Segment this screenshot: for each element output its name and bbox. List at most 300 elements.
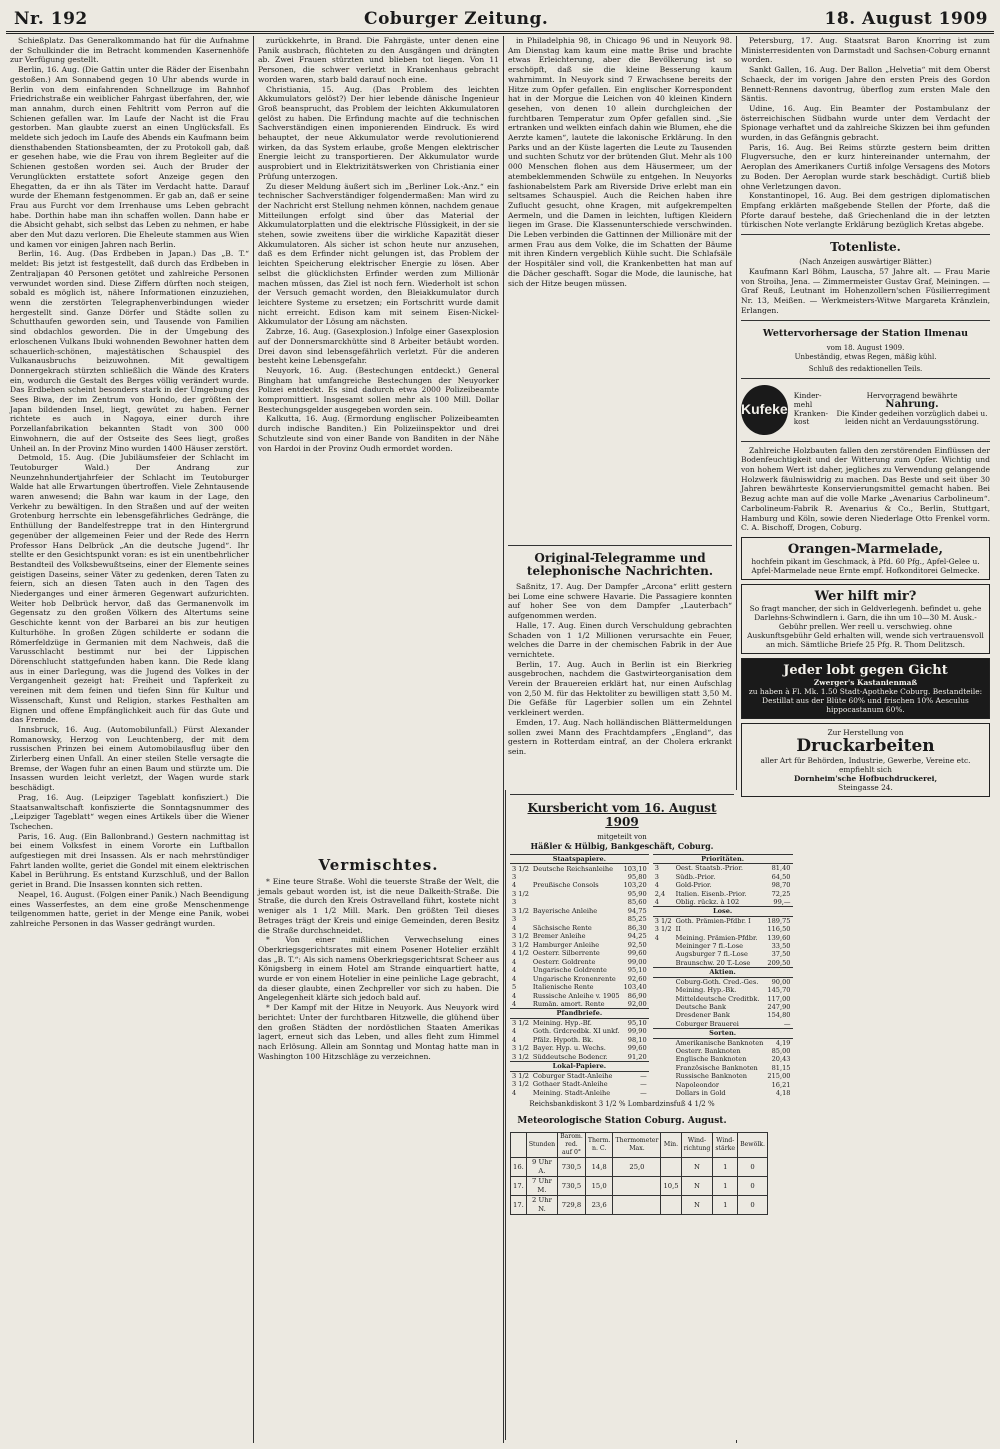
kurs-row — [510, 992, 649, 1000]
kurs-name — [531, 890, 622, 898]
kurs-row — [653, 1072, 793, 1080]
kurs-value: — — [783, 1019, 791, 1028]
kurs-row — [653, 916, 793, 925]
kurs-rate: 3 — [512, 872, 517, 881]
kurs-value: 116,50 — [767, 925, 791, 934]
kurs-row — [653, 881, 793, 889]
kurs-rate: 3 1/2 — [512, 932, 529, 941]
kurs-row — [510, 1000, 649, 1009]
kurs-rate: 3 1/2 — [654, 925, 672, 934]
kurs-value: 189,75 — [767, 916, 791, 925]
article: Berlin, 17. Aug. Auch in Berlin ist ein Bierkrieg ausgebrochen, nachdem die Gastwirteorganisation dem Verein der Brauereien erklärt hat, nur einen Aufschlag von 2,50 M. für das Hektoliter zu bewilligen statt 3,50 M. Die Gefäße für Lagerbier sollen um ein Zehntel verkleinert werden. — [508, 659, 732, 718]
orangen-ad — [741, 537, 990, 580]
kurs-rate: 4 — [512, 1088, 517, 1097]
kurs-value: 95,10 — [627, 966, 647, 975]
kufeke-l1: Kinder-mehl — [793, 391, 822, 409]
kurs-value: 85,00 — [771, 1046, 791, 1055]
article: Berlin, 16. Aug. (Die Gattin unter die Räder der Eisenbahn gestoßen.) Am Sonnabend gegen 10 Uhr abends wurde in Berlin von dem einfahrenden Schnellzuge im Bahnhof Friedrichstraße ein weiblicher Fahrgast überfahren, der, wie man annahm, durch einen Fehltritt vom Perron auf die Schienen gefallen war. Im Laufe der Nacht ist die Frau gestorben. Man glaubte zuerst an einen Unglücksfall. Es meldete sich jedoch im Laufe des Abends ein Kaufmann beim diensthabenden Stationsbeamten, der zu Protokoll gab, daß er gesehen habe, wie die Frau von ihrem Begleiter auf die Schienen gestoßen worden sei. Auch der Bruder der Verunglückten erstattete sofort Anzeige gegen den Ehegatten, da er ihn als Täter im Verdacht hatte. Darauf wurde der Ehemann festgenommen. Er gab an, daß er seine Frau aus Furcht vor dem Irrenhause ums Leben gebracht habe. Dorthin habe man ihn schaffen wollen. Dann habe er die Absicht gehabt, sich selbst das Leben zu nehmen, er habe aber den Mut dazu verloren. Die Eheleute stammen aus Wien und kamen vor einigen Jahren nach Berlin. — [10, 65, 249, 249]
kurs-value: 117,00 — [767, 994, 791, 1003]
totenliste-text: Kaufmann Karl Böhm, Lauscha, 57 Jahre alt. — Frau Marie von Stroiha, Jena. — Zimmermeister Gustav Graf, Meiningen. — Graf Reuß, Leutnant im Hohenzollern'schen Füsilierregiment Nr. 13, Meißen. — Werkmeisters-Witwe Margareta Kränzlein, Erlangen. — [741, 267, 990, 315]
kurs-name: Oesterr. Silberrente — [532, 949, 600, 958]
met-header — [511, 1133, 527, 1158]
kurs-value: 16,21 — [771, 1080, 791, 1089]
kurs-row — [653, 1089, 793, 1097]
article: Konstantinopel, 16. Aug. Bei dem gestrigen diplomatischen Empfang erklärten maßgebende Stellen der Pforte, daß die Pforte darauf bestehe, daß Griechenland die in der letzten türkischen Note verlangte Erklärung bezüglich Kretas abgebe. — [741, 191, 990, 230]
kurs-section-label: Sorten. — [653, 1029, 793, 1038]
met-cell: 15,0 — [585, 1177, 613, 1196]
kurs-row — [510, 864, 649, 873]
wetter-text: Unbeständig, etwas Regen, mäßig kühl. — [794, 352, 937, 361]
article: in Philadelphia 98, in Chicago 96 und in Neuyork 98. Am Dienstag kam kaum eine matte Brise und brachte etwas Erleichterung, aber die Bevölkerung ist so erschöpft, daß sie die kleine Besserung kaum wahrnimmt. In Neuyork sind 7 Erwachsene bereits der Hitze zum Opfer gefallen. Ein englischer Korrespondent hat in der Morgue die Leichen von 40 kleinen Kindern gesehen, von denen 10 allein durchgleichen der furchtbaren Temperatur zum Opfer gefallen sind. „Sie ertranken und welkten einfach dahin wie Blumen, ehe die Aerzte kamen“, lautete die lakonische Erklärung. In den Parks und an der Küste lagerten die Leute zu Tausenden und suchten Schutz vor der brütenden Glut. Mehr als 100 000 Menschen flohen aus dem Häusermeer, um der atembeklemmenden Schwüle zu entgehen. In Neuyorks fashionabelstem Park am Riverside Drive erlebt man ein seltsames Schauspiel. Auch die Reichen haben ihre Zuflucht gesucht, ohne Kragen, mit aufgekrempelten Aermeln, und die Damen in leichten, luftigen Kleidern liegen im Grase. Die Klassenunterschiede verschwinden. Die Leben verbinden die Gattinnen der Millionäre mit der armen Frau aus dem Volke, die im Schatten der Bäume mit ihren Kindern vergeblich Kühle sucht. Die Schlafsäle der Hospitäler sind voll, die Krankenbetten hat man auf die Dächer geschafft. Sogar die Mode, die launische, hat sich der Hitze beugen müssen. — [508, 36, 732, 288]
met-cell: 10,5 — [661, 1177, 681, 1196]
met-cell: 25,0 — [613, 1158, 661, 1177]
kurs-name: Bremer Anleihe — [532, 932, 586, 941]
kurs-value: 33,50 — [771, 942, 791, 951]
kurs-rate — [653, 1020, 674, 1029]
kurs-row — [510, 907, 649, 915]
kurs-name: Meining. Hyp.-Bk. — [675, 986, 737, 995]
met-cell: 2 Uhr N. — [526, 1196, 557, 1215]
kurs-title: Kursbericht vom 16. August 1909 — [527, 801, 717, 829]
kurs-name — [531, 898, 622, 906]
kurs-section-label: Prioritäten. — [653, 855, 793, 864]
kurs-rate — [653, 1011, 674, 1019]
kurs-value: 103,10 — [623, 864, 647, 873]
kurs-value: 99,— — [773, 898, 791, 907]
kurs-rate: 3 1/2 — [512, 1052, 529, 1061]
kurs-name: Napoleondor — [675, 1080, 720, 1089]
paper-title: Coburger Zeitung. — [364, 9, 549, 29]
kurs-name: Dollars in Gold — [675, 1088, 726, 1097]
kurs-name: Meining. Prämien-Pfdbr. — [675, 933, 758, 942]
divider — [741, 320, 990, 321]
kurs-rate: 4 — [512, 991, 517, 1000]
kurs-row — [653, 995, 793, 1003]
kurs-rate — [653, 1081, 674, 1089]
kurs-value: 98,10 — [627, 1035, 647, 1044]
met-cell — [613, 1177, 661, 1196]
kurs-name: Bayerische Anleihe — [532, 906, 598, 915]
totenliste-sub: (Nach Anzeigen auswärtiger Blätter.) — [799, 258, 932, 267]
kurs-name: Coburger Stadt-Anleihe — [532, 1071, 613, 1080]
kurs-row — [510, 1036, 649, 1044]
kurs-rate: 3 1/2 — [512, 1018, 529, 1027]
kurs-value: 91,20 — [627, 1052, 647, 1061]
kurs-section-label: Lokal-Papiere. — [510, 1062, 649, 1071]
kurs-value: 99,60 — [627, 949, 647, 958]
kurs-rate: 4 — [512, 923, 517, 932]
kurs-section-label: Aktien. — [653, 968, 793, 977]
kurs-rate: 3 1/2 — [512, 1080, 529, 1089]
kurs-name: Meining. Stadt-Anleihe — [532, 1088, 611, 1097]
met-cell — [661, 1158, 681, 1177]
kurs-rate: 4 — [512, 957, 517, 966]
kurs-row — [510, 983, 649, 991]
kurs-section-head — [653, 855, 793, 864]
met-cell: 1 — [713, 1177, 738, 1196]
kurs-name: Pfälz. Hypoth. Bk. — [532, 1035, 594, 1044]
issue-date: 18. August 1909 — [824, 9, 988, 29]
kurs-rate — [653, 1047, 674, 1055]
kurs-section-head — [653, 907, 793, 916]
met-cell: 729,8 — [558, 1196, 586, 1215]
article: Neapel, 16. August. (Folgen einer Panik.) Nach Beendigung eines Wasserfestes, an dem eine große Menschenmenge teilgenommen hatte, geriet in der Menge eine Panik, wobei zahlreiche Personen in das Wasser gedrängt wurden. — [10, 889, 249, 928]
kurs-row — [653, 959, 793, 968]
kurs-section-head — [510, 1062, 649, 1071]
gicht-title: Jeder lobt gegen Gicht — [783, 662, 948, 678]
kurs-name: Oest. Staatsb.-Prior. — [675, 864, 743, 873]
kurs-row — [510, 924, 649, 932]
kurs-rate: 4 — [512, 1027, 517, 1036]
kurs-row — [510, 1089, 649, 1098]
kufeke-ad — [741, 385, 990, 435]
kurs-name: Gothaer Stadt-Anleihe — [532, 1080, 608, 1089]
met-cell: 23,6 — [585, 1196, 613, 1215]
kufeke-side — [794, 392, 828, 426]
kurs-rate: 3 1/2 — [512, 1044, 529, 1053]
issue-number: Nr. 192 — [14, 9, 88, 29]
met-header: Bewölk. — [738, 1133, 768, 1158]
wetter-heading: Wettervorhersage der Station Ilmenau — [762, 327, 969, 339]
kurs-value: 92,60 — [627, 974, 647, 983]
article: Paris, 16. Aug. Bei Reims stürzte gestern beim dritten Flugversuche, den er kurz hintereinander unternahm, der Aeroplan des Amerikaners Curtiß infolge Versagens des Motors zu Boden. Der Aeroplan wurde stark beschädigt. Curtiß blieb ohne Verletzungen davon. — [741, 142, 990, 191]
divider — [741, 441, 990, 442]
article: Prag, 16. Aug. (Leipziger Tageblatt konfisziert.) Die Staatsanwaltschaft konfiszierte die Sonntagsnummer des „Leipziger Tageblatt“ wegen eines Artikels über die Wiener Tschechen. — [10, 792, 249, 831]
kurs-rate — [653, 986, 674, 994]
kurs-value: 215,00 — [767, 1072, 791, 1081]
kurs-row — [653, 864, 793, 873]
kurs-rate — [653, 1089, 674, 1097]
kurs-name: Bayer. Hyp. u. Wechs. — [532, 1044, 606, 1053]
kurs-rate: 5 — [512, 983, 517, 992]
hilft-title: Wer hilft mir? — [814, 588, 917, 604]
article: Zu dieser Meldung äußert sich im „Berliner Lok.-Anz.“ ein technischer Sachverständiger folgendermaßen: Man wird zu der Nachricht erst Stellung nehmen können, nachdem genaue Mitteilungen erfolgt sind über das Material der Akkumulatorplatten und die elektrische Flüssigkeit, in der sie stehen, sowie zweitens über die wirkliche Kapazität dieser Akkumulatoren. Als sicher ist schon heute nur anzusehen, daß es dem Erfinder nicht gelungen ist, das Problem der leichten Speicherung elektrischer Energie zu lösen. Aber selbst die glücklichsten Erfinder werden zum Millionär machen müssen, das Ziel ist noch fern. Wiederholt ist schon der Versuch gemacht worden, den Bleiakkumulator durch leichtere Systeme zu ersetzen; ein Fortschritt wurde damit nicht erreicht. Edison kam mit seinem Eisen-Nickel-Akkumulator der Lösung am nächsten. — [258, 181, 499, 327]
kurs-name: Goth. Grdcredbk. XI unkf. — [532, 1027, 620, 1036]
kurs-name: Meining. Hyp.-Bf. — [532, 1018, 592, 1027]
kurs-value: — — [640, 1080, 647, 1089]
kurs-row — [510, 898, 649, 906]
kurs-name: Sächsische Rente — [532, 923, 592, 932]
kurs-row — [653, 1064, 793, 1072]
kurs-row — [653, 1047, 793, 1055]
divider — [508, 545, 732, 546]
columns — [6, 36, 994, 1443]
kurs-name: Deutsche Bank — [675, 1002, 727, 1011]
kurs-name: Mitteldeutsche Creditbk. — [675, 994, 760, 1003]
kurs-value: 90,00 — [771, 977, 791, 986]
masthead — [6, 4, 994, 34]
met-cell: 17. — [511, 1196, 527, 1215]
article: Schießplatz. Das Generalkommando hat für die Aufnahme der Schulkinder die im Betracht kommenden Kasernenhöfe zur Verfügung gestellt. — [10, 36, 249, 65]
kurs-rate — [653, 977, 674, 986]
kurs-tables — [510, 854, 791, 1097]
kurs-value: 86,30 — [627, 923, 647, 932]
kurs-rate: 3 — [512, 898, 517, 907]
kurs-row — [510, 932, 649, 940]
kurs-value: 103,20 — [623, 881, 647, 890]
kurs-rate — [653, 1072, 674, 1080]
met-cell: 17. — [511, 1177, 527, 1196]
kurs-row — [653, 890, 793, 898]
met-row — [511, 1158, 768, 1177]
kurs-rate: 3 1/2 — [654, 916, 672, 925]
kurs-row — [653, 934, 793, 942]
kurs-rate — [653, 959, 674, 968]
kufeke-r1: Hervorragend bewährte — [866, 391, 958, 401]
kurs-value: 85,25 — [627, 915, 647, 924]
kurs-rate: 4 1/2 — [512, 949, 529, 958]
kufeke-r2: Nahrung. — [885, 398, 939, 410]
kurs-row — [653, 873, 793, 881]
kurs-row — [653, 1003, 793, 1011]
kurs-name: Russische Banknoten — [675, 1072, 748, 1081]
kurs-row — [653, 977, 793, 986]
kufeke-r3: Die Kinder gedeihen vorzüglich dabei u. leiden nicht an Verdauungsstörung. — [836, 408, 988, 427]
kurs-name: Gold-Prior. — [675, 881, 712, 890]
met-cell — [661, 1196, 681, 1215]
druck-ad — [741, 723, 990, 797]
kurs-diskont: Reichsbankdiskont 3 1/2 % Lombardzinsfuß 4 1/2 % — [529, 1100, 715, 1109]
met-cell: 0 — [738, 1177, 768, 1196]
kurs-row — [510, 881, 649, 889]
kurs-value: 103,40 — [623, 983, 647, 992]
kurs-rate — [653, 950, 674, 958]
kurs-rate: 3 1/2 — [512, 864, 529, 873]
kurs-row — [510, 958, 649, 966]
kurs-rate — [653, 1038, 674, 1047]
met-header: Wind-richtung — [681, 1133, 713, 1158]
article: Sankt Gallen, 16. Aug. Der Ballon „Helvetia“ mit dem Oberst Schaeck, der im vorigen Jahre den ersten Preis des Gordon Bennett-Rennens davontrug, überflog zum ersten Male den Säntis. — [741, 65, 990, 104]
met-header: Barom. red. auf 0° — [558, 1133, 586, 1158]
kufeke-text — [834, 392, 990, 426]
kurs-rate: 3 1/2 — [512, 940, 529, 949]
kurs-name: Meininger 7 fl.-Lose — [675, 942, 743, 951]
holz-ad: Zahlreiche Holzbauten fallen den zerstörenden Einflüssen der Bodenfeuchtigkeit und der Witterung zum Opfer. Wichtig und von hohem Wert ist daher, jegliches zu Verwendung gelangende Holzwerk fäulniswidrig zu machen. Das Beste und seit über 30 Jahren bewährteste Konservierungsmittel gemacht haben. Bei Bezug achte man auf die volle Marke „Avenarius Carbolineum“. Carbolineum-Fabrik R. Avenarius & Co., Berlin, Stuttgart, Hamburg und Köln, sowie deren Niederlage Otto Frenkel vorm. C. A. Bischoff, Drogen, Coburg. — [741, 445, 990, 533]
kurs-name: Russische Anleihe v. 1905 — [532, 991, 620, 1000]
kurs-name: Braunschw. 20 T.-Lose — [675, 958, 751, 967]
kurs-rate: 4 — [512, 974, 517, 983]
met-cell: 730,5 — [558, 1177, 586, 1196]
met-header: Min. — [661, 1133, 681, 1158]
druck-firm: Dornheim'sche Hofbuchdruckerei, — [793, 773, 938, 783]
kurs-row — [653, 1020, 793, 1029]
article: zurückkehrte, in Brand. Die Fahrgäste, unter denen eine Panik ausbrach, flüchteten zu den Ausgängen und drängten ab. Zwei Frauen stürzten und blieben tot liegen. Von 11 Personen, die schwer verletzt in Krankenhaus gebracht worden waren, starb bald darauf noch eine. — [258, 36, 499, 84]
kurs-value: 139,60 — [767, 933, 791, 942]
kurs-name: Coburg-Goth. Cred.-Ges. — [675, 977, 759, 986]
druck-addr: Steingasse 24. — [838, 782, 893, 792]
kurs-value: 92,00 — [627, 1000, 647, 1008]
divider — [741, 378, 990, 379]
kurs-value: 20,43 — [771, 1055, 791, 1064]
kurs-section-head — [653, 1029, 793, 1038]
kurs-name: Coburger Brauerei — [675, 1019, 739, 1028]
kurs-row — [653, 986, 793, 994]
column-4 — [736, 36, 994, 1443]
gicht-sub: Zwerger's Kastanienmaß — [813, 677, 918, 687]
article: Neuyork, 16. Aug. (Bestechungen entdeckt.) General Bingham hat umfangreiche Bestechungen der Neuyorker Polizei entdeckt. Es sind dadurch etwa 2000 Polizeibeamte kompromittiert. Insgesamt sollen mehr als 100 Mill. Dollar Bestechungsgelder ausgegeben worden sein. — [258, 365, 499, 414]
kurs-name: II — [675, 925, 681, 934]
kurs-name: Deutsche Reichsanleihe — [532, 864, 614, 873]
kurs-name: Südb.-Prior. — [675, 872, 716, 881]
met-cell — [613, 1196, 661, 1215]
kurs-rate: 3 1/2 — [512, 1071, 529, 1080]
kurs-name — [531, 915, 622, 923]
kurs-value: 81,15 — [771, 1063, 791, 1072]
met-header: Thermometer Max. — [613, 1133, 661, 1158]
kurs-value: — — [640, 1088, 647, 1097]
kurs-value: 94,75 — [627, 906, 647, 915]
kurs-value: 98,70 — [771, 881, 791, 890]
met-cell: 14,8 — [585, 1158, 613, 1177]
kurs-section-label: Staatspapiere. — [510, 855, 649, 864]
column-1 — [6, 36, 253, 1443]
kurs-name: Dresdener Bank — [675, 1011, 730, 1020]
kurs-value: 209,50 — [767, 958, 791, 967]
kurs-value: 4,19 — [775, 1038, 791, 1047]
kurs-name: Italien. Eisenb.-Prior. — [675, 889, 747, 898]
kurs-name: Oesterr. Goldrente — [532, 957, 596, 966]
article: * Der Kampf mit der Hitze in Neuyork. Aus Neuyork wird berichtet: Unter der furchtbaren Hitzwelle, die glühend über den großen Städten der nordöstlichen Staaten Amerikas lagert, erneut sich das Leben, und alles fleht zum Himmel nach Erlösung. Allein am Sonntag und Montag hatte man in Washington 100 Hitzschläge zu verzeichnen. — [258, 1003, 499, 1061]
met-cell: 1 — [713, 1158, 738, 1177]
kurs-value: 4,18 — [775, 1088, 791, 1097]
met-cell: 16. — [511, 1158, 527, 1177]
article: Emden, 17. Aug. Nach holländischen Blättermeldungen sollen zwei Mann des Frachtdampfers „England“, das gestern in Rotterdam eintraf, an der Cholera erkrankt sein. — [508, 717, 732, 756]
kurs-rate — [653, 1055, 674, 1063]
kurs-row — [653, 925, 793, 933]
druck-pre: Zur Herstellung von — [827, 727, 904, 737]
met-row — [511, 1196, 768, 1215]
kurs-rate: 4 — [654, 881, 659, 890]
met-cell: 9 Uhr A. — [526, 1158, 557, 1177]
kurs-value: 37,50 — [771, 950, 791, 959]
kurs-value: 99,90 — [627, 1027, 647, 1036]
article: Detmold, 15. Aug. (Die Jubiläumsfeier der Schlacht im Teutoburger Wald.) Der Andrang zur Neunzehnhundertjahrfeier der Schlacht im Teutoburger Walde hat alle Erwartungen übertroffen. Viele Zehntausende waren anwesend; die Bahn war kaum in der Lage, den Verkehr zu bewältigen. In den Straßen und auf der weiten Grotenburg herrschte ein lebensgefährliches Gedränge, die Enthüllung der Bandelfestreppe trat in den Hintergrund gegenüber der allgemeinen Feier und der Rede des Herrn Professor Hans Delbrück „An die deutsche Jugend“. Ihr stellte er den Gesichtspunkt voran: es ist ein unentbehrlicher Bestandteil des Volksbewußtseins, einer der Elemente seines geistigen Daseins, seiner Väter zu gedenken, deren Taten zu feiern, sich an diesen Taten auch in den Tagen des Niederganges und einer ärmeren Gegenwart aufzurichten. Weiter hob Delbrück hervor, daß das Germanenvolk im Gegensatz zu den großen Völkern des Altertums seine Geschichte kennt von der Barbarei an bis zur heutigen Kulturhöhe. In großen Zügen schilderte er sodann die Römerfeldzüge in Germanien mit dem Nachweis, daß die Varusschlacht bestimmt nur bei der Lippischen Dörenschlucht stattgefunden haben kann. Die Rede klang aus in einer Darlegung, was die Jugend des Volkes in der Vergangenheit gezeigt hat: Freiheit und Tapferkeit zu vereinen mit dem feinen und tiefen Sinn für Kultur und Wissenschaft, Kunst und Religion, starkes Festhalten am Eignen und offene Empfänglichkeit auch für das Gute und das Fremde. — [10, 453, 249, 725]
schluss-note: Schluß des redaktionellen Teils. — [808, 364, 923, 373]
kurs-row — [510, 949, 649, 957]
kurs-value: 154,80 — [767, 1011, 791, 1020]
kufeke-logo: Kufeke — [741, 385, 788, 435]
kurs-value: 99,60 — [627, 1044, 647, 1053]
article: Halle, 17. Aug. Einen durch Verschuldung gebrachten Schaden von 1 1/2 Millionen verursachte ein Feuer, welches die Darre in der chemischen Fabrik in der Aue vernichtete. — [508, 620, 732, 659]
kurs-section-head — [510, 1009, 649, 1018]
kurs-rate: 3 — [512, 915, 517, 924]
kufeke-l2: Kranken-kost — [793, 408, 829, 427]
kurs-section-head — [653, 968, 793, 977]
kurs-name: Amerikanische Banknoten — [675, 1038, 764, 1047]
kurs-row — [653, 898, 793, 907]
article: Paris, 16. Aug. (Ein Ballonbrand.) Gestern nachmittag ist bei einem Volksfest in einem Vororte ein Luftballon aufgestiegen mit drei Insassen. Als er nach mehrstündiger Fahrt landen wollte, geriet die Gondel mit einem elektrischen Kabel in Berührung. Es entstand Kurzschluß, und der Ballon geriet in Brand. Die Insassen konnten sich retten. — [10, 831, 249, 890]
article: Zabrze, 16. Aug. (Gasexplosion.) Infolge einer Gasexplosion auf der Donnersmarckhütte sind 8 Arbeiter betäubt worden. Drei davon sind lebensgefährlich verletzt. Für die anderen besteht keine Lebensgefahr. — [258, 327, 499, 366]
kurs-value: 81,40 — [771, 864, 791, 873]
col2-top — [258, 36, 499, 851]
article: Innsbruck, 16. Aug. (Automobilunfall.) Fürst Alexander Romanowsky, Herzog von Leuchtenberg, der mit dem russischen Prinzen bei einem Automobilausflug über den Zirlerberg einen Unfall. An einer steilen Stelle versagte die Bremse, der Wagen fuhr an einen Baum und stürzte um. Die Insassen wurden leicht verletzt, der Wagen wurde stark beschädigt. — [10, 724, 249, 793]
met-cell: 7 Uhr M. — [526, 1177, 557, 1196]
kurs-row — [510, 1080, 649, 1088]
kurs-name: Ungarische Goldrente — [532, 966, 607, 975]
kurs-rate — [653, 1003, 674, 1011]
kurs-row — [510, 890, 649, 898]
kurs-rate: 4 — [654, 898, 659, 907]
druck-text: aller Art für Behörden, Industrie, Gewerbe, Vereine etc. empfiehlt sich — [760, 755, 971, 774]
kurs-rate: 3 1/2 — [512, 906, 529, 915]
kurs-rate: 3 — [654, 864, 659, 873]
met-cell: N — [681, 1158, 713, 1177]
kurs-row — [510, 873, 649, 881]
met-cell: 0 — [738, 1158, 768, 1177]
met-header: Wind-stärke — [713, 1133, 738, 1158]
kurs-row — [510, 966, 649, 974]
met-table — [510, 1132, 768, 1215]
kurs-row — [510, 975, 649, 983]
wetter-date: vom 18. August 1909. — [826, 343, 905, 352]
kurs-value: 247,90 — [767, 1002, 791, 1011]
kurs-name: Oesterr. Banknoten — [675, 1046, 741, 1055]
totenliste-heading: Totenliste. — [830, 240, 901, 255]
kurs-row — [510, 1071, 649, 1080]
kurs-value: 95,10 — [627, 1018, 647, 1027]
kurs-row — [510, 1053, 649, 1062]
vermischtes-heading: Vermischtes. — [318, 856, 439, 874]
divider — [741, 234, 990, 235]
kurs-rate: 4 — [654, 933, 659, 942]
kurs-row — [510, 1018, 649, 1027]
article: Berlin, 16. Aug. (Das Erdbeben in Japan.) Das „B. T.“ meldet: Bis jetzt ist festgestellt, daß durch das Erdbeben in Zentraljapan 40 Personen getötet und zahlreiche Personen verwundet worden sind. Diese Ziffern dürften noch steigen, sobald es möglich ist, nähere Informationen einzuziehen, wenn die zerstörten Telegraphenverbindungen wieder hergestellt sind. Ganze Dörfer und Städte sollen zu Schutthaufen geworden sein, und Tausende von Familien sind obdachlos geworden. Die in der Umgebung des erloschenen Vulkans Ibuki wohnenden Bewohner hatten dem schauerlich-schönen, majestätischen Schauspiel des Vulkanausbruchs beizuwohnen. Mit gewaltigem Donnergekrach stürzten schließlich die Wände des Kraters ein, wodurch die Gestalt des Berges völlig verändert wurde. Das Erdbeben scheint besonders stark in der Umgebung des Sees Biwa, der im Zentrum von Hondo, der größten der Japan bildenden Insel, liegt, gewütet zu haben. Ferner richtete es auch in Nagoya, einer durch ihre Porzellanfabrikation bekannten Stadt von 300 000 Einwohnern, die auf der Ostseite des Sees liegt, großes Unheil an. In der Provinz Mino wurden 1400 Häuser zerstört. — [10, 249, 249, 453]
kurs-row — [653, 1011, 793, 1019]
telegramme-heading: Original-Telegramme und telephonische Nachrichten. — [526, 551, 714, 578]
article: Kalkutta, 16. Aug. (Ermordung englischer Polizeibeamten durch indische Banditen.) Ein Polizeiinspektor und drei Schutzleute sind von einer Bande von Banditen in der Nähe von Hardoi in der Provinz Oudh ermordet worden. — [258, 414, 499, 453]
met-cell: 0 — [738, 1196, 768, 1215]
kurs-rate: 3 — [654, 872, 659, 881]
kurs-bank: Häßler & Hülbig, Bankgeschäft, Coburg. — [530, 841, 714, 851]
orangen-title: Orangen-Marmelade, — [787, 541, 944, 557]
kurs-rate: 3 1/2 — [512, 889, 529, 898]
kurs-name: Ungarische Kronenrente — [532, 974, 616, 983]
kurs-left-table — [510, 854, 649, 1097]
met-title: Meteorologische Station Coburg. August. — [517, 1116, 727, 1127]
kurs-section-head — [510, 855, 649, 864]
kurs-section-label: Lose. — [653, 907, 793, 916]
kurs-row — [510, 915, 649, 923]
kurs-section-label: Pfandbriefe. — [510, 1009, 649, 1018]
kurs-rate: 2,4 — [654, 889, 666, 898]
kurs-value: 92,50 — [627, 940, 647, 949]
kurs-rate: 4 — [512, 966, 517, 975]
divider — [510, 794, 734, 795]
kurs-name: Oblig. rückz. à 102 — [675, 898, 740, 907]
kurs-subtitle: mitgeteilt von — [597, 833, 647, 841]
kurs-name: Süddeutsche Bodencr. — [532, 1052, 608, 1061]
kurs-row — [653, 1055, 793, 1063]
kurs-value: 145,70 — [767, 986, 791, 995]
kurs-row — [510, 941, 649, 949]
kurs-row — [510, 1027, 649, 1035]
kurs-value: 72,25 — [771, 889, 791, 898]
kurs-value: 94,25 — [627, 932, 647, 941]
kurs-value: 86,90 — [627, 991, 647, 1000]
kurs-value: 85,60 — [627, 898, 647, 907]
kurs-row — [653, 942, 793, 950]
met-header: Therm. n. C. — [585, 1133, 613, 1158]
met-cell: N — [681, 1196, 713, 1215]
druck-title: Druckarbeiten — [796, 735, 935, 756]
kurs-value: 64,50 — [771, 872, 791, 881]
kurs-value: 99,00 — [627, 957, 647, 966]
gicht-ad — [741, 658, 990, 719]
article: Christiania, 15. Aug. (Das Problem des leichten Akkumulators gelöst?) Der hier lebende dänische Ingenieur Groß beansprucht, das Problem der leichten Akkumulatoren gelöst zu haben. Die Erfindung machte auf die technischen Sachverständigen einen imponierenden Eindruck. Es wird behauptet, der neue Akkumulator werde revolutionierend wirken, da das System erlaube, große Mengen elektrischer Energie leicht zu transportieren. Der Akkumulator wurde ausprobiert und in Elektrizitätswerken von Christiania einer Prüfung unterzogen. — [258, 84, 499, 181]
article: Petersburg, 17. Aug. Staatsrat Baron Knorring ist zum Ministerresidenten von Darmstadt und Sachsen-Coburg ernannt worden. — [741, 36, 990, 65]
kurs-name: Goth. Prämien-Pfdbr. I — [675, 916, 751, 925]
kurs-row — [653, 1038, 793, 1047]
